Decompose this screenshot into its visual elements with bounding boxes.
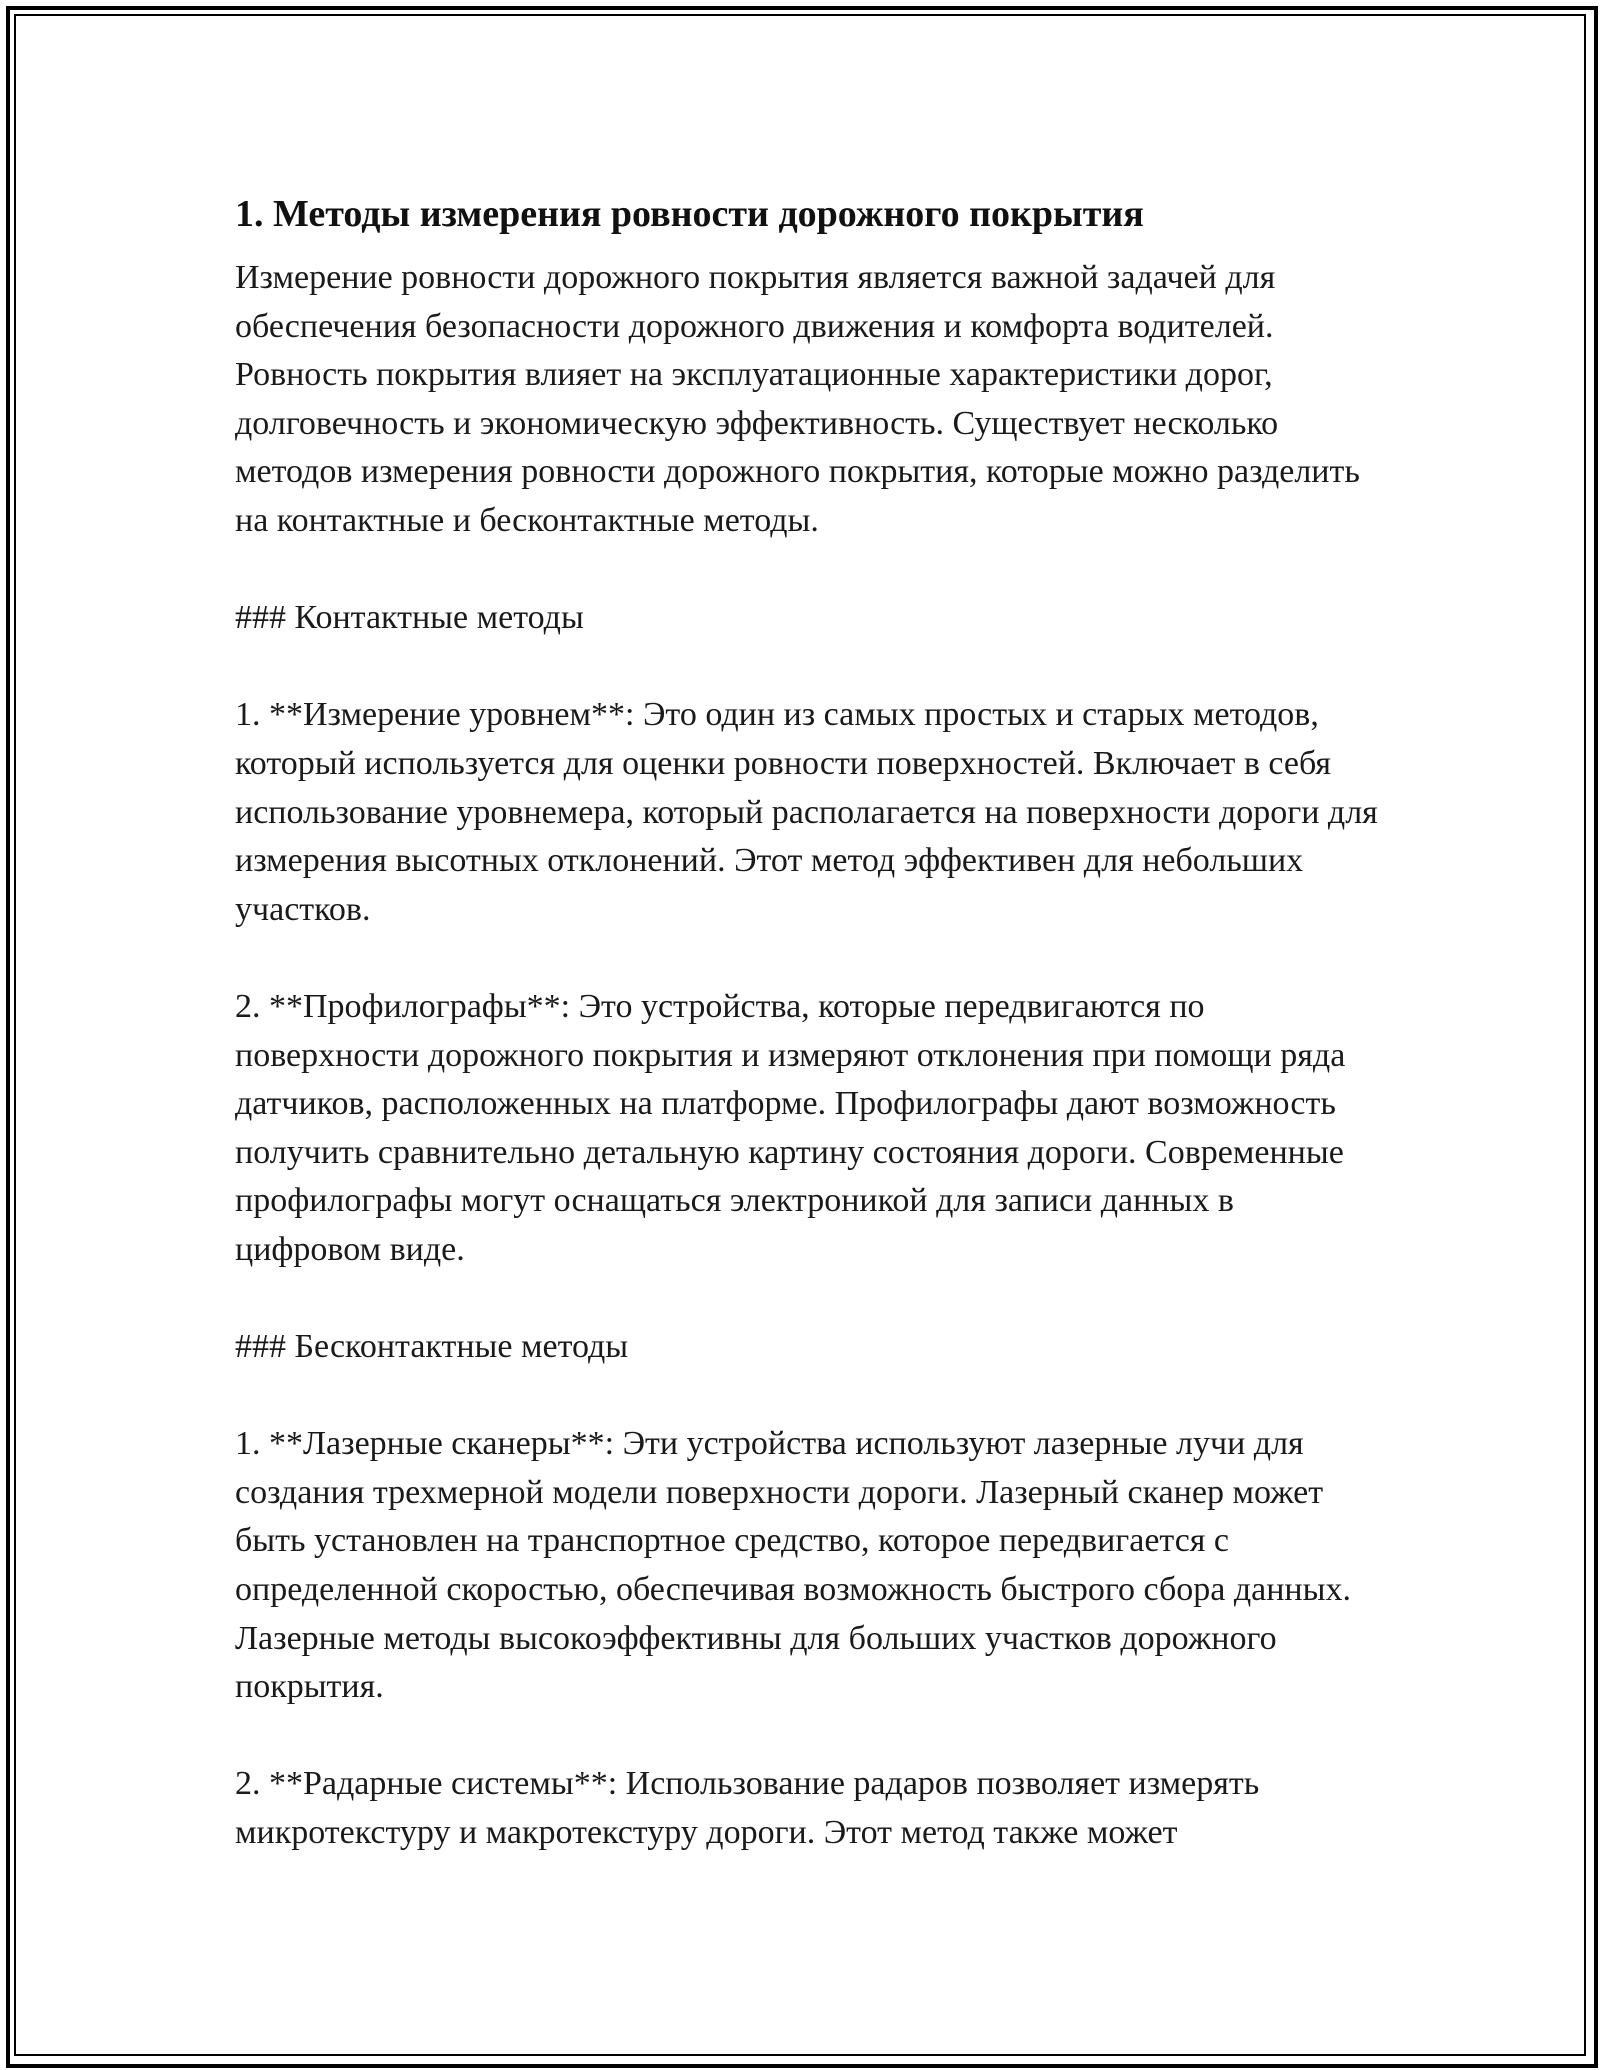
contact-method-item: 1. **Измерение уровнем**: Это один из самых простых и старых методов, который используется для оценки ровности поверхностей. Включает в себя использование уровнемера, который располагается на поверхности дороги для измерения высотных отклонений. Этот метод эффективен для небольших участков. <box>235 696 1378 928</box>
contact-methods-heading: ### Контактные методы <box>235 599 584 637</box>
document-title: 1. Методы измерения ровности дорожного покрытия <box>235 193 1144 235</box>
noncontact-method-item: 1. **Лазерные сканеры**: Эти устройства используют лазерные лучи для создания трехмерной модели поверхности дороги. Лазерный сканер может быть установлен на транспортное средство, которое передвигается с определенной скоростью, обеспечивая возможность быстрого сбора данных. Лазерные методы высокоэффективны для больших участков дорожного покрытия. <box>235 1425 1351 1706</box>
document-page <box>235 182 1385 1858</box>
intro-paragraph: Измерение ровности дорожного покрытия является важной задачей для обеспечения безопасности дорожного движения и комфорта водителей. Ровность покрытия влияет на эксплуатационные характеристики дорог, долговечность и экономическую эффективность. Существует несколько методов измерения ровности дорожного покрытия, которые можно разделить на контактные и бесконтактные методы. <box>235 259 1360 539</box>
noncontact-methods-heading: ### Бесконтактные методы <box>235 1328 629 1366</box>
contact-method-item: 2. **Профилографы**: Это устройства, которые передвигаются по поверхности дорожного покрытия и измеряют отклонения при помощи ряда датчиков, расположенных на платформе. Профилографы дают возможность получить сравнительно детальную картину состояния дороги. Современные профилографы могут оснащаться электроникой для записи данных в цифровом виде. <box>235 987 1346 1268</box>
noncontact-method-item: 2. **Радарные системы**: Использование радаров позволяет измерять микротекстуру и макротекстуру дороги. Этот метод также может <box>235 1765 1260 1851</box>
